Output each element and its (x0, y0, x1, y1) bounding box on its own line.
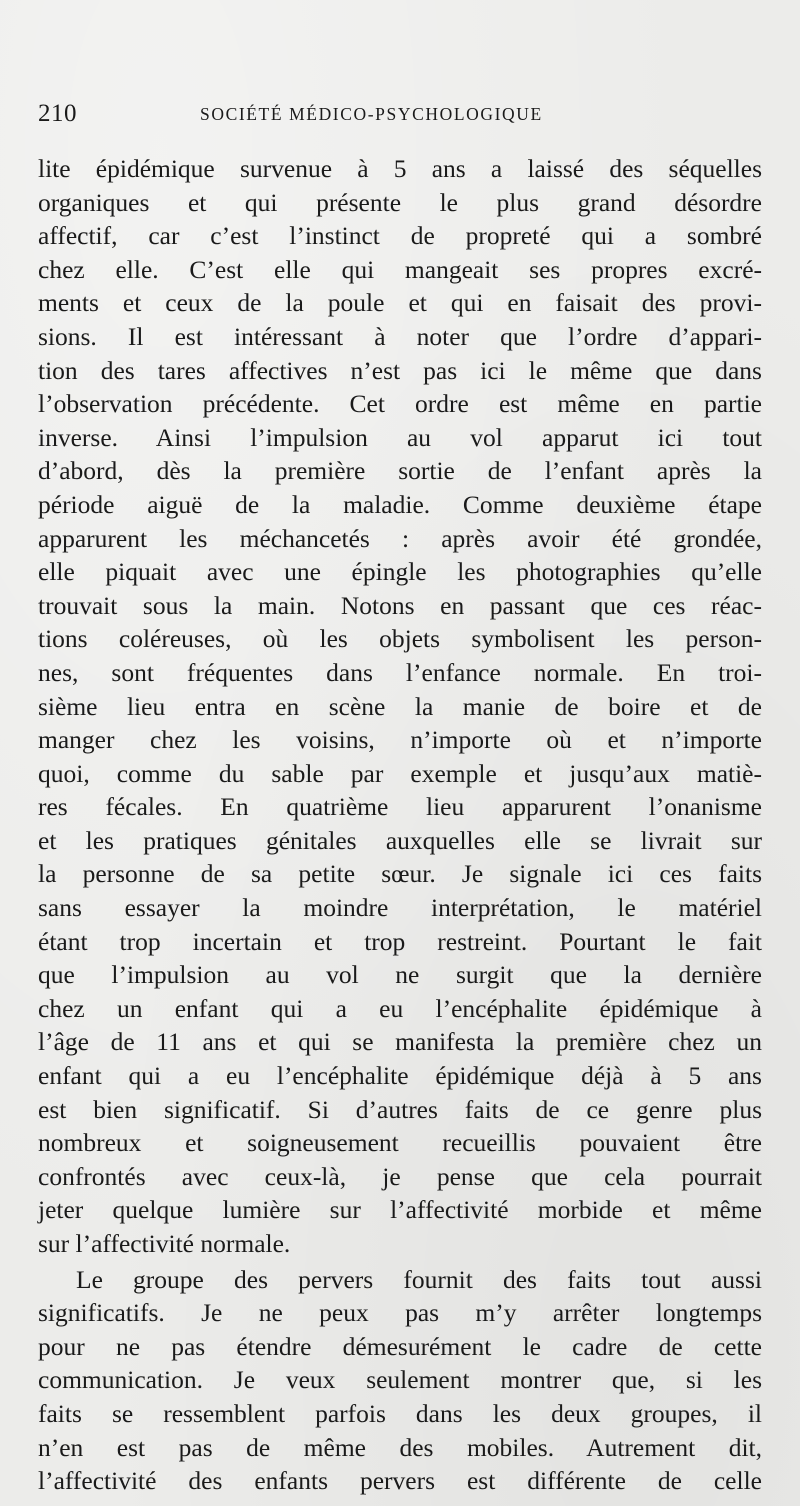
text-line: confrontés avec ceux-là, je pense que cela pourrait (38, 1161, 762, 1191)
text-line: faits se ressemblent parfois dans les deux groupes, il (38, 1398, 762, 1428)
text-line: l’affectivité des enfants pervers est différente de celle (38, 1466, 762, 1496)
text-line: elle piquait avec une épingle les photographies qu’elle (38, 557, 762, 587)
text-line: étant trop incertain et trop restreint. Pourtant le fait (38, 926, 762, 956)
text-line: l’âge de 11 ans et qui se manifesta la première chez un (38, 1027, 762, 1057)
text-line: manger chez les voisins, n’importe où et n’importe (38, 725, 762, 755)
body-text (38, 152, 762, 1498)
text-line: l’observation précédente. Cet ordre est même en partie (38, 389, 762, 419)
text-line: res fécales. En quatrième lieu apparurent l’onanisme (38, 792, 762, 822)
text-line: pour ne pas étendre démesurément le cadre de cette (38, 1331, 762, 1361)
text-line: enfant qui a eu l’encéphalite épidémique déjà à 5 ans (38, 1061, 762, 1091)
text-line: jeter quelque lumière sur l’affectivité morbide et même (38, 1195, 762, 1225)
text-line: apparurent les méchancetés : après avoir été grondée, (38, 523, 762, 553)
text-line: inverse. Ainsi l’impulsion au vol apparut ici tout (38, 422, 762, 452)
text-line: sions. Il est intéressant à noter que l’ordre d’appari- (38, 321, 762, 351)
text-line: chez elle. C’est elle qui mangeait ses propres excré- (38, 254, 762, 284)
paragraph (38, 1263, 762, 1498)
text-line: significatifs. Je ne peux pas m’y arrêter longtemps (38, 1298, 762, 1328)
text-line: quoi, comme du sable par exemple et jusqu’aux matiè- (38, 758, 762, 788)
text-line: période aiguë de la maladie. Comme deuxième étape (38, 489, 762, 519)
text-line: est bien significatif. Si d’autres faits de ce genre plus (38, 1094, 762, 1124)
journal-title: SOCIÉTÉ MÉDICO-PSYCHOLOGIQUE (200, 104, 543, 124)
text-line: lite épidémique survenue à 5 ans a laissé des séquelles (38, 154, 762, 183)
running-head (38, 100, 758, 130)
text-line: tion des tares affectives n’est pas ici le même que dans (38, 355, 762, 385)
page-number: 210 (38, 100, 77, 127)
paragraph (38, 152, 762, 1261)
text-line: affectif, car c’est l’instinct de propreté qui a sombré (38, 221, 762, 251)
text-line: n’en est pas de même des mobiles. Autrement dit, (38, 1432, 762, 1462)
text-line: sans essayer la moindre interprétation, le matériel (38, 893, 762, 923)
text-line: et les pratiques génitales auxquelles elle se livrait sur (38, 825, 762, 855)
text-line: nombreux et soigneusement recueillis pouvaient être (38, 1128, 762, 1158)
text-line: organiques et qui présente le plus grand désordre (38, 187, 762, 217)
text-line: sur l’affectivité normale. (38, 1229, 291, 1258)
text-line: communication. Je veux seulement montrer que, si les (38, 1365, 762, 1395)
text-line: nes, sont fréquentes dans l’enfance normale. En troi- (38, 657, 762, 687)
text-line: tions coléreuses, où les objets symbolisent les person- (38, 624, 762, 654)
text-line: trouvait sous la main. Notons en passant que ces réac- (38, 590, 762, 620)
text-line: la personne de sa petite sœur. Je signale ici ces faits (38, 859, 762, 889)
text-line: d’abord, dès la première sortie de l’enfant après la (38, 456, 762, 486)
text-line: ments et ceux de la poule et qui en faisait des provi- (38, 288, 762, 318)
text-line: Le groupe des pervers fournit des faits tout aussi (76, 1264, 762, 1294)
text-line: sième lieu entra en scène la manie de boire et de (38, 691, 762, 721)
text-line: que l’impulsion au vol ne surgit que la dernière (38, 960, 762, 990)
text-line: chez un enfant qui a eu l’encéphalite épidémique à (38, 993, 762, 1023)
